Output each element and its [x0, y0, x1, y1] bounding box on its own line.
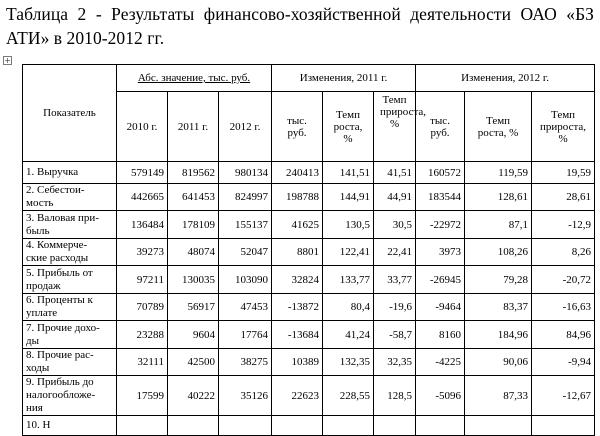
row-value-cell: 22,41: [374, 239, 416, 266]
row-value-cell: 19,59: [532, 162, 595, 184]
row-value-cell: 48074: [168, 239, 219, 266]
row-value-cell: 178109: [168, 211, 219, 239]
row-value-cell: 41,24: [323, 321, 374, 349]
row-value-cell: -58,7: [374, 321, 416, 349]
row-value-cell: 84,96: [532, 321, 595, 349]
row-value-cell: 38275: [219, 349, 272, 376]
row-indicator-name: [23, 294, 117, 321]
table-caption: [6, 2, 594, 50]
row-value-cell: [117, 416, 168, 436]
row-indicator-line: 9. Прибыль до: [26, 376, 94, 388]
row-indicator-line: ды: [26, 334, 39, 347]
row-value-cell: -12,67: [532, 376, 595, 416]
row-indicator-line: налогообложе-: [26, 389, 96, 401]
row-value-cell: -5096: [416, 376, 465, 416]
row-value-cell: [374, 416, 416, 436]
header-2012-increase: Темп прироста, %: [532, 92, 595, 162]
row-value-cell: 40222: [168, 376, 219, 416]
table-row: [23, 266, 595, 294]
caption-line-2: АТИ» в 2010-2012 гг.: [6, 28, 165, 48]
row-value-cell: 183544: [416, 184, 465, 211]
row-indicator-name: [23, 211, 117, 239]
table-row: [23, 184, 595, 211]
row-value-cell: 160572: [416, 162, 465, 184]
row-value-cell: 32,35: [374, 349, 416, 376]
row-value-cell: 79,28: [465, 266, 532, 294]
table-row: [23, 162, 595, 184]
row-value-cell: -22972: [416, 211, 465, 239]
row-value-cell: 8,26: [532, 239, 595, 266]
header-2011-increase: Темп прироста, %: [374, 92, 416, 162]
row-indicator-name: [23, 239, 117, 266]
row-indicator-name: [23, 349, 117, 376]
financial-results-table: [22, 64, 595, 436]
row-value-cell: 10389: [272, 349, 323, 376]
row-indicator-line: уплате: [26, 307, 58, 319]
row-value-cell: 44,91: [374, 184, 416, 211]
row-indicator-name: [23, 162, 117, 184]
row-value-cell: -26945: [416, 266, 465, 294]
row-value-cell: -9,94: [532, 349, 595, 376]
row-value-cell: -12,9: [532, 211, 595, 239]
row-value-cell: 980134: [219, 162, 272, 184]
row-indicator-line: 8. Прочие рас-: [26, 349, 94, 361]
row-indicator-line: 6. Проценты к: [26, 294, 93, 306]
row-indicator-line: быль: [26, 224, 50, 237]
row-value-cell: -4225: [416, 349, 465, 376]
row-value-cell: 8801: [272, 239, 323, 266]
row-indicator-line: мость: [26, 197, 54, 209]
row-indicator-name: [23, 266, 117, 294]
header-2012: 2012 г.: [219, 92, 272, 162]
row-indicator-line: ходы: [26, 362, 50, 374]
row-value-cell: 119,59: [465, 162, 532, 184]
row-indicator-name: [23, 321, 117, 349]
row-value-cell: 39273: [117, 239, 168, 266]
row-value-cell: 22623: [272, 376, 323, 416]
row-value-cell: 30,5: [374, 211, 416, 239]
row-indicator-line: 7. Прочие дохо-: [26, 321, 100, 334]
row-value-cell: [532, 416, 595, 436]
table-row: [23, 376, 595, 416]
row-value-cell: 56917: [168, 294, 219, 321]
row-indicator-line: 1. Выручка: [26, 166, 79, 178]
row-indicator-name: [23, 184, 117, 211]
row-value-cell: 41,51: [374, 162, 416, 184]
row-value-cell: 8160: [416, 321, 465, 349]
row-value-cell: 9604: [168, 321, 219, 349]
row-value-cell: 32824: [272, 266, 323, 294]
header-2012-growth: Темп роста, %: [465, 92, 532, 162]
header-change-2011: Изменения, 2011 г.: [272, 65, 416, 92]
row-indicator-line: 3. Валовая при-: [26, 211, 99, 224]
row-value-cell: 83,37: [465, 294, 532, 321]
row-value-cell: 33,77: [374, 266, 416, 294]
row-indicator-line: 10. Н: [26, 419, 51, 431]
move-handle-icon[interactable]: +: [4, 56, 11, 65]
row-value-cell: 130035: [168, 266, 219, 294]
row-value-cell: 136484: [117, 211, 168, 239]
row-value-cell: -16,63: [532, 294, 595, 321]
row-value-cell: [323, 416, 374, 436]
row-indicator-line: ния: [26, 402, 43, 414]
row-value-cell: 87,33: [465, 376, 532, 416]
row-value-cell: 128,61: [465, 184, 532, 211]
table-row: [23, 294, 595, 321]
row-value-cell: 133,77: [323, 266, 374, 294]
row-value-cell: [272, 416, 323, 436]
row-value-cell: 70789: [117, 294, 168, 321]
header-indicator: Показатель: [23, 65, 117, 162]
row-value-cell: -13684: [272, 321, 323, 349]
row-value-cell: 17599: [117, 376, 168, 416]
row-value-cell: 130,5: [323, 211, 374, 239]
row-value-cell: [416, 416, 465, 436]
row-value-cell: 42500: [168, 349, 219, 376]
row-value-cell: 128,5: [374, 376, 416, 416]
row-value-cell: [168, 416, 219, 436]
row-value-cell: 87,1: [465, 211, 532, 239]
row-value-cell: 819562: [168, 162, 219, 184]
row-value-cell: 228,55: [323, 376, 374, 416]
table-row: [23, 211, 595, 239]
row-value-cell: 155137: [219, 211, 272, 239]
row-value-cell: 132,35: [323, 349, 374, 376]
row-value-cell: 97211: [117, 266, 168, 294]
header-abs-group: [117, 65, 272, 92]
row-value-cell: 641453: [168, 184, 219, 211]
header-2011-growth: Темп роста, %: [323, 92, 374, 162]
header-2011: 2011 г.: [168, 92, 219, 162]
row-value-cell: 90,06: [465, 349, 532, 376]
table-row: [23, 349, 595, 376]
table-row: [23, 239, 595, 266]
row-value-cell: 28,61: [532, 184, 595, 211]
row-value-cell: 442665: [117, 184, 168, 211]
row-value-cell: 52047: [219, 239, 272, 266]
row-value-cell: 141,51: [323, 162, 374, 184]
row-value-cell: [219, 416, 272, 436]
row-value-cell: 240413: [272, 162, 323, 184]
header-2010: 2010 г.: [117, 92, 168, 162]
table-row: [23, 416, 595, 436]
row-value-cell: 579149: [117, 162, 168, 184]
row-value-cell: 23288: [117, 321, 168, 349]
row-indicator-line: продаж: [26, 279, 61, 292]
row-indicator-line: 5. Прибыль от: [26, 266, 93, 279]
row-value-cell: 184,96: [465, 321, 532, 349]
row-value-cell: 80,4: [323, 294, 374, 321]
row-value-cell: -13872: [272, 294, 323, 321]
row-value-cell: -20,72: [532, 266, 595, 294]
row-indicator-line: ские расходы: [26, 252, 89, 264]
header-abs-group-text: Абс. значение, тыс. руб.: [137, 72, 251, 84]
row-value-cell: 41625: [272, 211, 323, 239]
caption-line-1: Таблица 2 - Результаты финансово-хозяйственной деятельности ОАО «БЗ: [6, 4, 594, 24]
header-2012-thousand: тыс. руб.: [416, 92, 465, 162]
row-value-cell: 122,41: [323, 239, 374, 266]
row-value-cell: 35126: [219, 376, 272, 416]
header-change-2012: Изменения, 2012 г.: [416, 65, 595, 92]
table-row: [23, 321, 595, 349]
row-indicator-name: [23, 376, 117, 416]
row-value-cell: 32111: [117, 349, 168, 376]
row-value-cell: 108,26: [465, 239, 532, 266]
row-value-cell: 103090: [219, 266, 272, 294]
row-value-cell: 47453: [219, 294, 272, 321]
header-row-1: [23, 65, 595, 92]
row-value-cell: 17764: [219, 321, 272, 349]
header-2011-thousand: тыс. руб.: [272, 92, 323, 162]
row-value-cell: -19,6: [374, 294, 416, 321]
row-indicator-name: [23, 416, 117, 436]
row-value-cell: 144,91: [323, 184, 374, 211]
row-value-cell: 198788: [272, 184, 323, 211]
row-value-cell: [465, 416, 532, 436]
row-value-cell: -9464: [416, 294, 465, 321]
row-indicator-line: 4. Коммерче-: [26, 239, 88, 251]
row-value-cell: 3973: [416, 239, 465, 266]
row-value-cell: 824997: [219, 184, 272, 211]
row-indicator-line: 2. Себестои-: [26, 184, 85, 196]
